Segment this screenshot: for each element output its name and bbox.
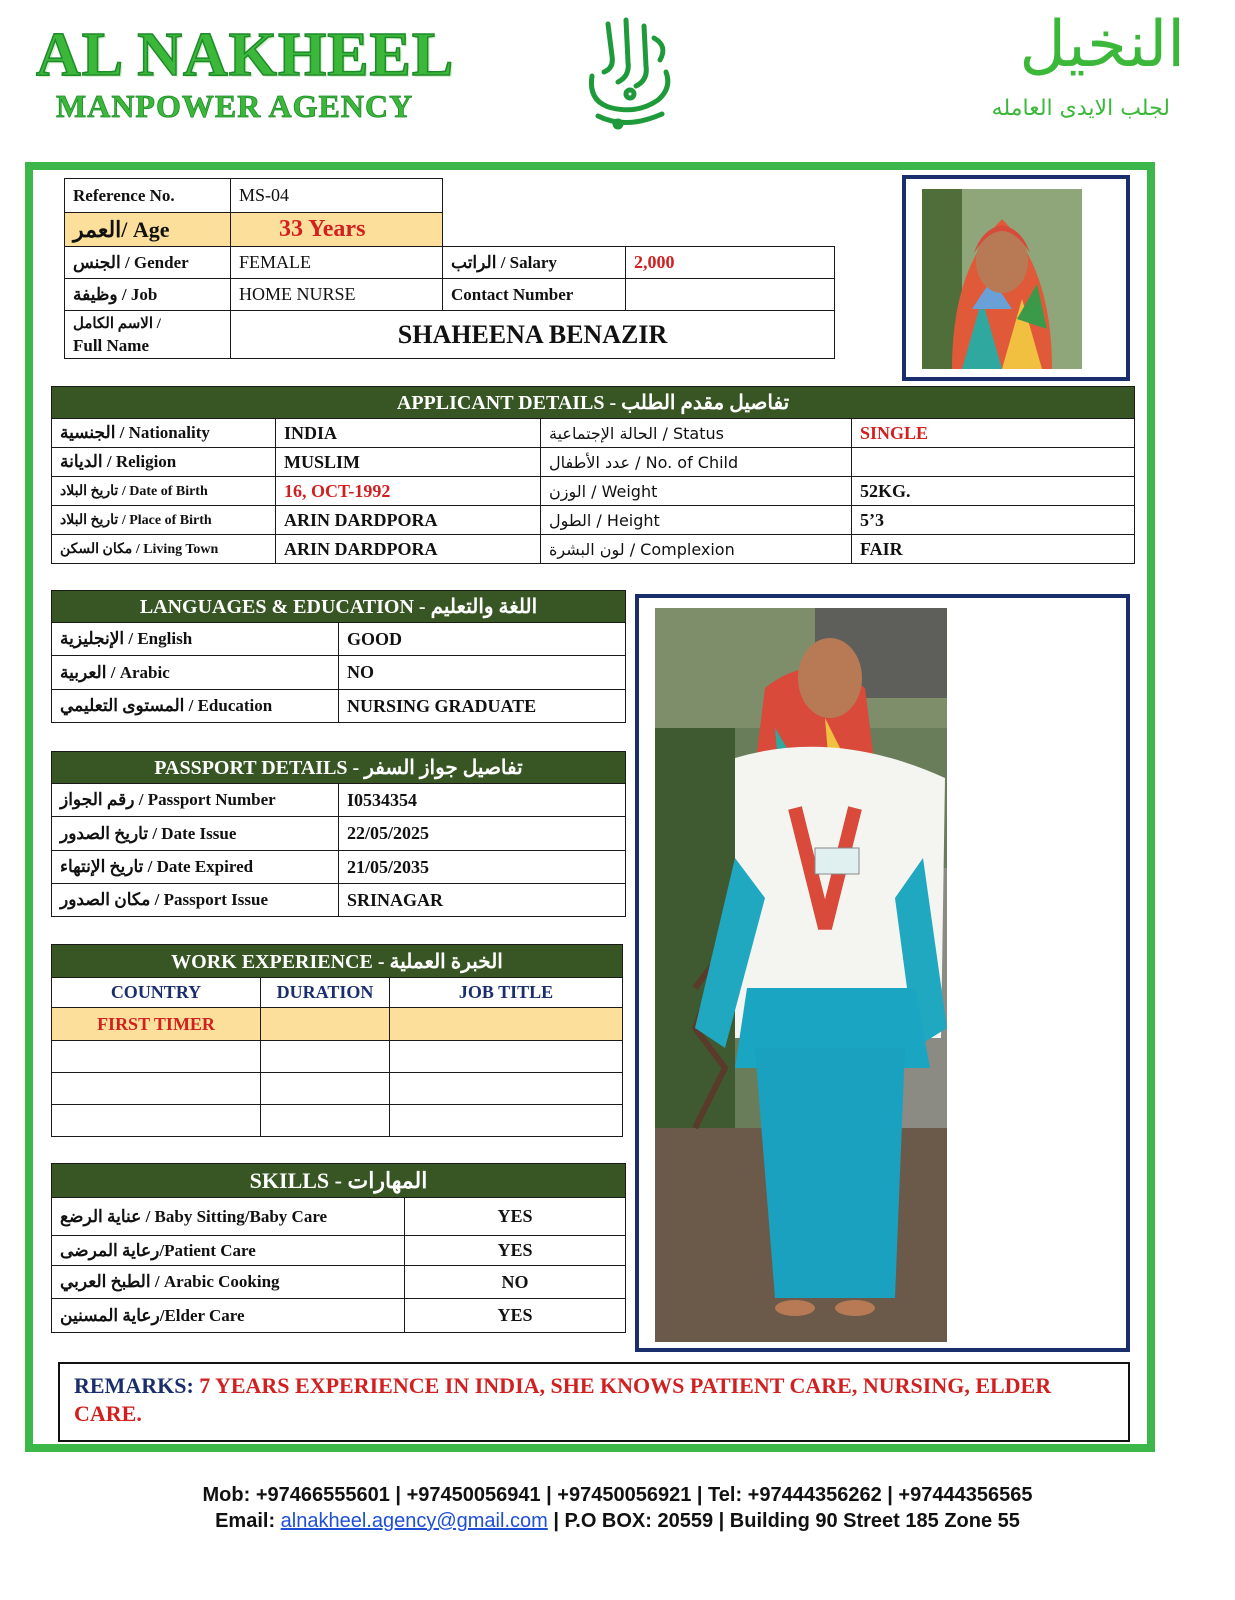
skill-arabic-cooking-value: NO	[405, 1266, 626, 1299]
weight-label: الوزن / Weight	[541, 477, 852, 506]
arabic-value: NO	[339, 656, 626, 690]
table-row	[52, 1008, 623, 1041]
nationality-label: الجنسية / Nationality	[52, 419, 276, 448]
status-value: SINGLE	[852, 419, 1135, 448]
work-duration	[261, 1041, 390, 1073]
applicant-details-header: APPLICANT DETAILS - تفاصيل مقدم الطلب	[52, 387, 1135, 419]
fullname-label-ar: الاسم الكامل /	[73, 315, 161, 332]
salary-value: 2,000	[626, 247, 835, 279]
email-label: Email:	[215, 1510, 276, 1532]
work-country	[52, 1073, 261, 1105]
salary-label: الراتب / Salary	[443, 247, 626, 279]
portrait-photo	[922, 189, 1082, 369]
contact-value	[626, 279, 835, 311]
children-value	[852, 448, 1135, 477]
status-label: الحالة الإجتماعية / Status	[541, 419, 852, 448]
passport-issue-value: SRINAGAR	[339, 884, 626, 917]
pob-label: تاريخ البلاد / Place of Birth	[52, 506, 276, 535]
skills-table	[51, 1163, 626, 1333]
skill-baby-care-value: YES	[405, 1198, 626, 1236]
work-country	[52, 1041, 261, 1073]
table-row	[52, 1073, 623, 1105]
english-label: الإنجليزية / English	[52, 623, 339, 656]
job-value: HOME NURSE	[231, 279, 443, 311]
email-link[interactable]: alnakheel.agency@gmail.com	[280, 1510, 548, 1532]
footer-contact-line	[0, 1510, 1235, 1533]
work-experience-header: WORK EXPERIENCE - الخبرة العملية	[52, 945, 623, 978]
age-label: العمر/ Age	[65, 213, 231, 247]
work-job	[390, 1008, 623, 1041]
date-issue-label: تاريخ الصدور / Date Issue	[52, 817, 339, 851]
applicant-details-table	[51, 386, 1135, 564]
complexion-value: FAIR	[852, 535, 1135, 564]
work-experience-table	[51, 944, 623, 1137]
height-label: الطول / Height	[541, 506, 852, 535]
dob-label: تاريخ البلاد / Date of Birth	[52, 477, 276, 506]
religion-label: الديانة / Religion	[52, 448, 276, 477]
work-country: FIRST TIMER	[52, 1008, 261, 1041]
living-town-value: ARIN DARDPORA	[276, 535, 541, 564]
languages-table	[51, 590, 626, 723]
brand-tagline-ar: لجلب الايدى العامله	[991, 96, 1170, 121]
religion-value: MUSLIM	[276, 448, 541, 477]
height-value: 5’3	[852, 506, 1135, 535]
passport-issue-label: مكان الصدور / Passport Issue	[52, 884, 339, 917]
table-row	[52, 1105, 623, 1137]
work-duration	[261, 1105, 390, 1137]
table-row	[52, 1041, 623, 1073]
calligraphy-logo	[578, 16, 682, 134]
work-duration	[261, 1008, 390, 1041]
date-expired-label: تاريخ الإنتهاء / Date Expired	[52, 851, 339, 884]
education-value: NURSING GRADUATE	[339, 690, 626, 723]
skill-patient-care-label: رعاية المرضى/Patient Care	[52, 1236, 405, 1266]
footer-phone-line: Mob: +97466555601 | +97450056941 | +97450056921 | Tel: +97444356262 | +97444356565	[202, 1484, 1033, 1506]
work-duration	[261, 1073, 390, 1105]
gender-label: الجنس / Gender	[65, 247, 231, 279]
passport-header: PASSPORT DETAILS - تفاصيل جواز السفر	[52, 752, 626, 784]
fullname-label	[65, 311, 231, 359]
skill-arabic-cooking-label: الطبخ العربي / Arabic Cooking	[52, 1266, 405, 1299]
footer-address: | P.O BOX: 20559 | Building 90 Street 185 Zone 55	[553, 1510, 1020, 1532]
remarks-label: REMARKS:	[74, 1373, 194, 1398]
work-job	[390, 1105, 623, 1137]
children-label: عدد الأطفال / No. of Child	[541, 448, 852, 477]
job-label: وظيفة / Job	[65, 279, 231, 311]
full-photo-frame	[635, 594, 1130, 1352]
col-country: COUNTRY	[52, 978, 261, 1008]
complexion-label: لون البشرة / Complexion	[541, 535, 852, 564]
english-value: GOOD	[339, 623, 626, 656]
brand-name-ar: النخيل	[1019, 8, 1185, 82]
skill-elder-care-label: رعاية المسنين/Elder Care	[52, 1299, 405, 1333]
reference-label: Reference No.	[65, 179, 231, 213]
pob-value: ARIN DARDPORA	[276, 506, 541, 535]
work-job	[390, 1041, 623, 1073]
col-job-title: JOB TITLE	[390, 978, 623, 1008]
portrait-photo-frame	[902, 175, 1130, 381]
education-label: المستوى التعليمي / Education	[52, 690, 339, 723]
remarks-box	[58, 1362, 1130, 1442]
skill-patient-care-value: YES	[405, 1236, 626, 1266]
summary-table	[64, 178, 835, 359]
fullname-label-en: Full Name	[73, 335, 150, 355]
passport-number-value: I0534354	[339, 784, 626, 817]
skills-header: SKILLS - المهارات	[52, 1164, 626, 1198]
brand-tagline-en: MANPOWER AGENCY	[56, 88, 414, 124]
arabic-label: العربية / Arabic	[52, 656, 339, 690]
skill-elder-care-value: YES	[405, 1299, 626, 1333]
col-duration: DURATION	[261, 978, 390, 1008]
contact-label: Contact Number	[443, 279, 626, 311]
age-value: 33 Years	[231, 213, 443, 247]
work-job	[390, 1073, 623, 1105]
date-issue-value: 22/05/2025	[339, 817, 626, 851]
remarks-text: 7 YEARS EXPERIENCE IN INDIA, SHE KNOWS PATIENT CARE, NURSING, ELDER CARE.	[74, 1373, 1052, 1426]
gender-value: FEMALE	[231, 247, 443, 279]
living-town-label: مكان السكن / Living Town	[52, 535, 276, 564]
reference-value: MS-04	[231, 179, 443, 213]
date-expired-value: 21/05/2035	[339, 851, 626, 884]
skill-baby-care-label: عناية الرضع / Baby Sitting/Baby Care	[52, 1198, 405, 1236]
work-country	[52, 1105, 261, 1137]
weight-value: 52KG.	[852, 477, 1135, 506]
passport-number-label: رقم الجواز / Passport Number	[52, 784, 339, 817]
languages-header: LANGUAGES & EDUCATION - اللغة والتعليم	[52, 591, 626, 623]
fullname-value: SHAHEENA BENAZIR	[231, 311, 835, 359]
nationality-value: INDIA	[276, 419, 541, 448]
full-length-photo	[655, 608, 947, 1342]
brand-name-en: AL NAKHEEL	[36, 21, 455, 89]
passport-table	[51, 751, 626, 917]
dob-value: 16, OCT-1992	[276, 477, 541, 506]
